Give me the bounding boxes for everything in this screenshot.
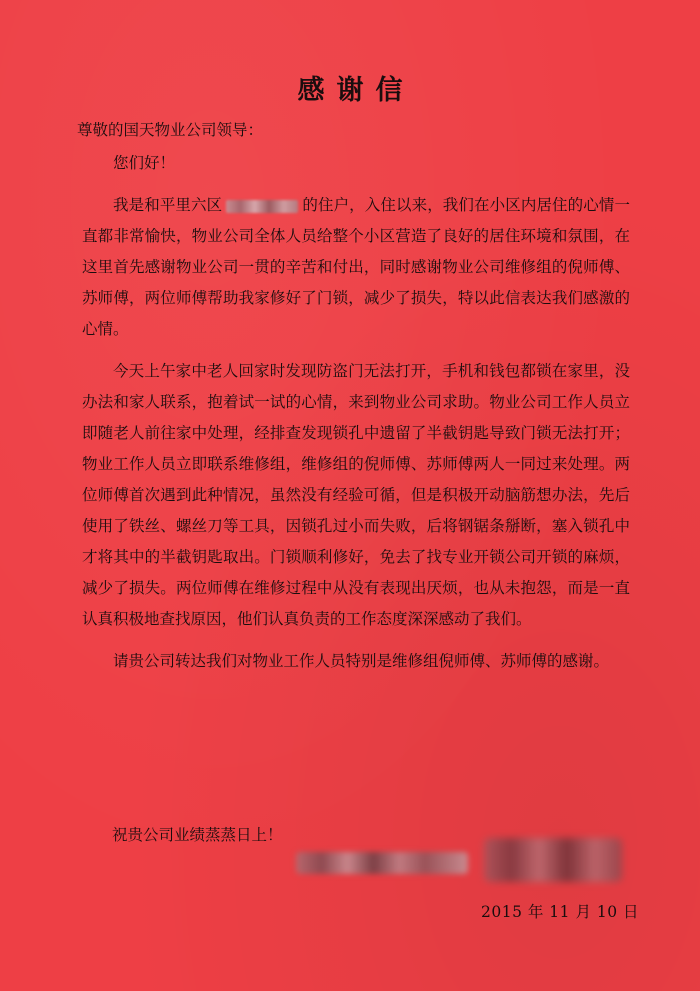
closing-line: 祝贵公司业绩蒸蒸日上！: [112, 826, 283, 844]
paragraph-3: 请贵公司转达我们对物业工作人员特别是维修组倪师傅、苏师傅的感谢。: [113, 652, 610, 670]
paragraph-2: 今天上午家中老人回家时发现防盗门无法打开，手机和钱包都锁在家里，没办法和家人联系，抱着试一试的心情，来到物业公司求助。物业公司工作人员立即随老人前往家中处理，经排查发现锁孔中遗留了半截钥匙导致门锁无法打开；物业工作人员立即联系维修组，维修组的倪师傅、苏师傅两人一同过来处理。两位师傅首次遇到此种情况，虽然没有经验可循，但是积极开动脑筋想办法，先后使用了铁丝、螺丝刀等工具，因锁孔过小而失败，后将钢锯条掰断，塞入锁孔中才将其中的半截钥匙取出。门锁顺利修好，免去了找专业开锁公司开锁的麻烦，减少了损失。两位师傅在维修过程中从没有表现出厌烦，也从未抱怨，而是一直认真积极地查找原因，他们认真负责的工作态度深深感动了我们。: [82, 362, 630, 628]
paragraph-1-start: 我是和平里六区: [113, 196, 223, 214]
letter-title: 感谢信: [297, 75, 415, 106]
redacted-signature-org: [296, 852, 468, 874]
redacted-signature-name: [484, 838, 622, 882]
paragraph-1-rest: 的住户，入住以来，我们在小区内居住的心情一直都非常愉快，物业公司全体人员给整个小区营造了良好的居住环境和氛围，在这里首先感谢物业公司一贯的辛苦和付出，同时感谢物业公司维修组的倪师傅、苏师傅，两位师傅帮助我家修好了门锁，减少了损失，特以此信表达我们感激的心情。: [82, 196, 630, 338]
paragraph-1: [82, 190, 630, 345]
redacted-address: [226, 200, 298, 213]
letter-date: 2015 年 11 月 10 日: [481, 903, 640, 921]
letter-body: [82, 148, 630, 688]
salutation: 尊敬的国天物业公司领导：: [77, 121, 264, 139]
greeting: 您们好！: [113, 154, 176, 172]
